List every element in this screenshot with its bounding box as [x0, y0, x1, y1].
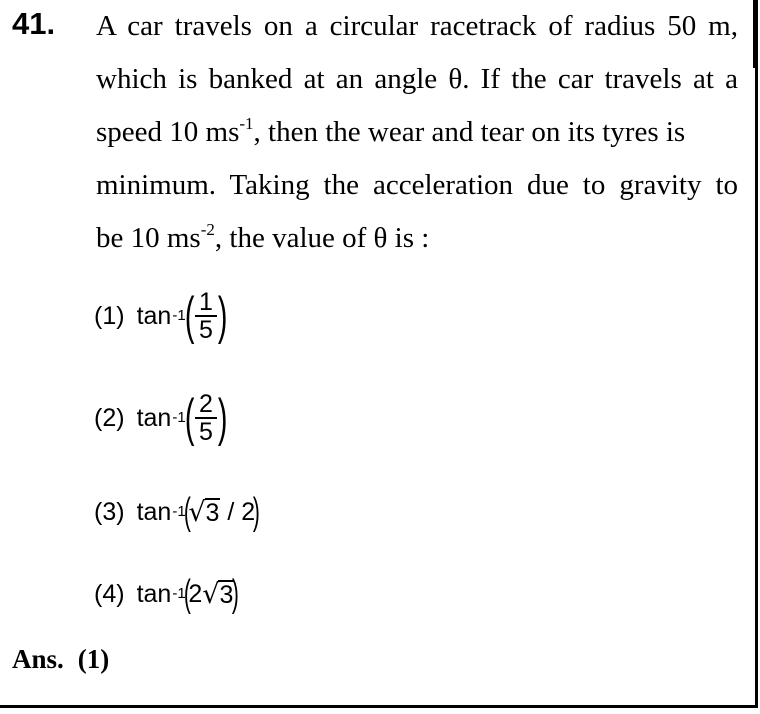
option-1[interactable]: (1) tan -1 ( $\frac{1}{5}$ ) — [94, 287, 228, 345]
option-function: tan — [136, 579, 172, 608]
question-number: 41. — [12, 6, 56, 41]
option-number: (3) — [94, 497, 125, 526]
margin-rule-bottom — [0, 705, 758, 708]
left-paren: ( — [184, 287, 195, 345]
square-root — [188, 498, 220, 526]
option-number: (1) — [94, 301, 125, 330]
option-fraction — [195, 391, 217, 445]
option-3[interactable]: (3) tan -1 ( √ 3 / 2 ) — [94, 491, 261, 533]
margin-rule-right — [755, 0, 758, 708]
answer-label: Ans. — [12, 644, 64, 674]
stem-line-1: A car travels on a circular racetrack of radius 50 m, — [96, 10, 738, 42]
fraction-denominator: 5 — [195, 315, 217, 343]
radical-sign: √ — [188, 497, 206, 528]
stem-line-4: minimum. Taking the acceleration due to gravity to — [96, 169, 738, 201]
option-fraction — [195, 289, 217, 343]
radicand: 3 — [205, 499, 220, 527]
right-paren: ) — [253, 491, 261, 533]
option-coefficient: 2 — [188, 579, 203, 608]
stem-line-5-start: be 10 ms — [96, 222, 201, 254]
option-function: tan — [136, 497, 172, 526]
square-root — [202, 580, 234, 608]
fraction-numerator: 1 — [199, 288, 213, 316]
stem-line-3 — [96, 106, 738, 159]
option-number: (2) — [94, 403, 125, 432]
fraction-numerator: 2 — [199, 390, 213, 418]
radical-sign: √ — [202, 579, 220, 610]
option-2[interactable]: (2) tan -1 ( $\frac{2}{5}$ ) — [94, 389, 228, 447]
stem-line-5-exponent: -2 — [200, 220, 215, 239]
question-stem — [96, 0, 738, 265]
stem-line-5-rest: , the value of θ is : — [214, 222, 430, 254]
stem-line-3-rest: , then the wear and tear on its tyres is — [253, 116, 686, 148]
option-function: tan — [136, 403, 172, 432]
right-paren: ) — [232, 573, 240, 615]
right-paren: ) — [217, 389, 228, 447]
stem-line-5 — [96, 212, 738, 265]
right-paren: ) — [217, 287, 228, 345]
option-suffix: / 2 — [220, 497, 256, 526]
stem-line-3-exponent: -1 — [239, 114, 254, 133]
stem-line-3-start: speed 10 ms — [96, 116, 240, 148]
stem-line-2: which is banked at an angle θ. If the car travels at a — [96, 63, 738, 95]
left-paren: ( — [183, 573, 191, 615]
left-paren: ( — [183, 491, 191, 533]
radicand: 3 — [219, 581, 234, 609]
option-function: tan — [136, 301, 172, 330]
option-4[interactable]: (4) tan -1 ( 2 √ 3 ) — [94, 573, 240, 615]
fraction-denominator: 5 — [195, 417, 217, 445]
answer — [12, 644, 109, 675]
left-paren: ( — [184, 389, 195, 447]
option-number: (4) — [94, 579, 125, 608]
answer-value: (1) — [77, 644, 110, 674]
